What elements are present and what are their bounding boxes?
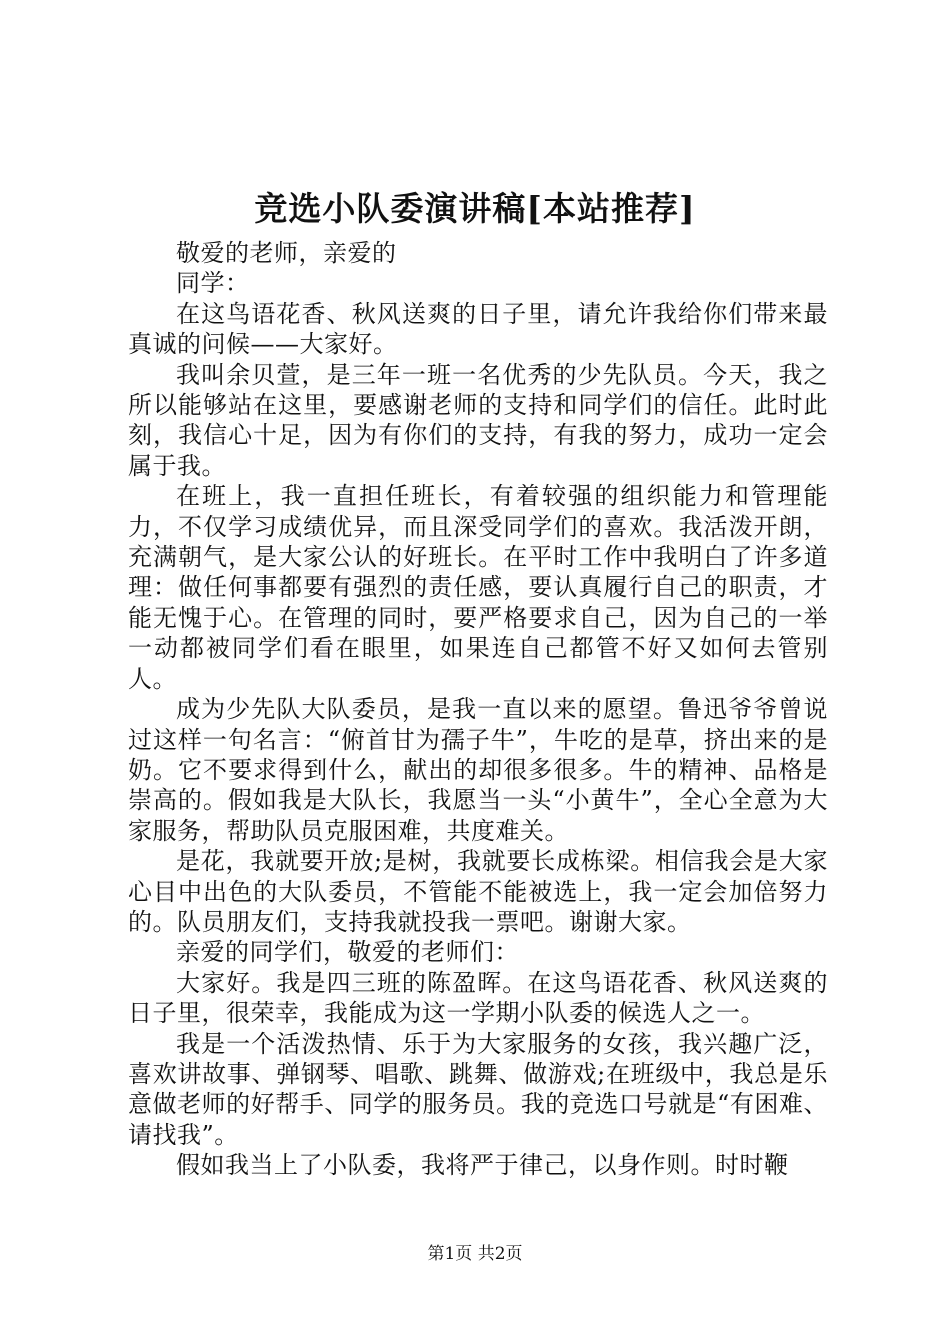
page-number-footer: 第1页 共2页: [427, 1244, 523, 1264]
paragraph: 假如我当上了小队委，我将严于律己，以身作则。时时鞭: [176, 1151, 789, 1180]
paragraph: 成为少先队大队委员，是我一直以来的愿望。鲁迅爷爷曾说过这样一句名言：“俯首甘为孺子牛”，牛吃的是草，挤出来的是奶。它不要求得到什么，献出的却很多很多。牛的精神、品格是崇高的。假如我是大队长，我愿当一头“小黄牛”，全心全意为大家服务，帮助队员克服困难，共度难关。: [128, 695, 828, 845]
paragraph: 我叫余贝萱，是三年一班一名优秀的少先队员。今天，我之所以能够站在这里，要感谢老师的支持和同学们的信任。此时此刻，我信心十足，因为有你们的支持，有我的努力，成功一定会属于我。: [128, 360, 828, 480]
paragraph: 在这鸟语花香、秋风送爽的日子里，请允许我给你们带来最真诚的问候——大家好。: [128, 299, 828, 359]
document-title: 竞选小队委演讲稿[本站推荐]: [254, 189, 696, 228]
document-body: [128, 238, 828, 1181]
paragraph: 大家好。我是四三班的陈盈晖。在这鸟语花香、秋风送爽的日子里，很荣幸，我能成为这一学期小队委的候选人之一。: [128, 968, 828, 1028]
paragraph: 亲爱的同学们，敬爱的老师们：: [176, 938, 519, 967]
paragraph: 同学：: [176, 269, 250, 298]
paragraph: 我是一个活泼热情、乐于为大家服务的女孩，我兴趣广泛，喜欢讲故事、弹钢琴、唱歌、跳舞、做游戏;在班级中，我总是乐意做老师的好帮手、同学的服务员。我的竞选口号就是“有困难、请找我”。: [128, 1029, 828, 1149]
paragraph: 敬爱的老师，亲爱的: [176, 239, 397, 267]
paragraph: 是花，我就要开放;是树，我就要长成栋梁。相信我会是大家心目中出色的大队委员，不管能不能被选上，我一定会加倍努力的。队员朋友们，支持我就投我一票吧。谢谢大家。: [128, 847, 828, 936]
paragraph: 在班上，我一直担任班长，有着较强的组织能力和管理能力，不仅学习成绩优异，而且深受同学们的喜欢。我活泼开朗，充满朝气，是大家公认的好班长。在平时工作中我明白了许多道理：做任何事都要有强烈的责任感，要认真履行自己的职责，才能无愧于心。在管理的同时，要严格要求自己，因为自己的一举一动都被同学们看在眼里，如果连自己都管不好又如何去管别人。: [128, 482, 828, 693]
